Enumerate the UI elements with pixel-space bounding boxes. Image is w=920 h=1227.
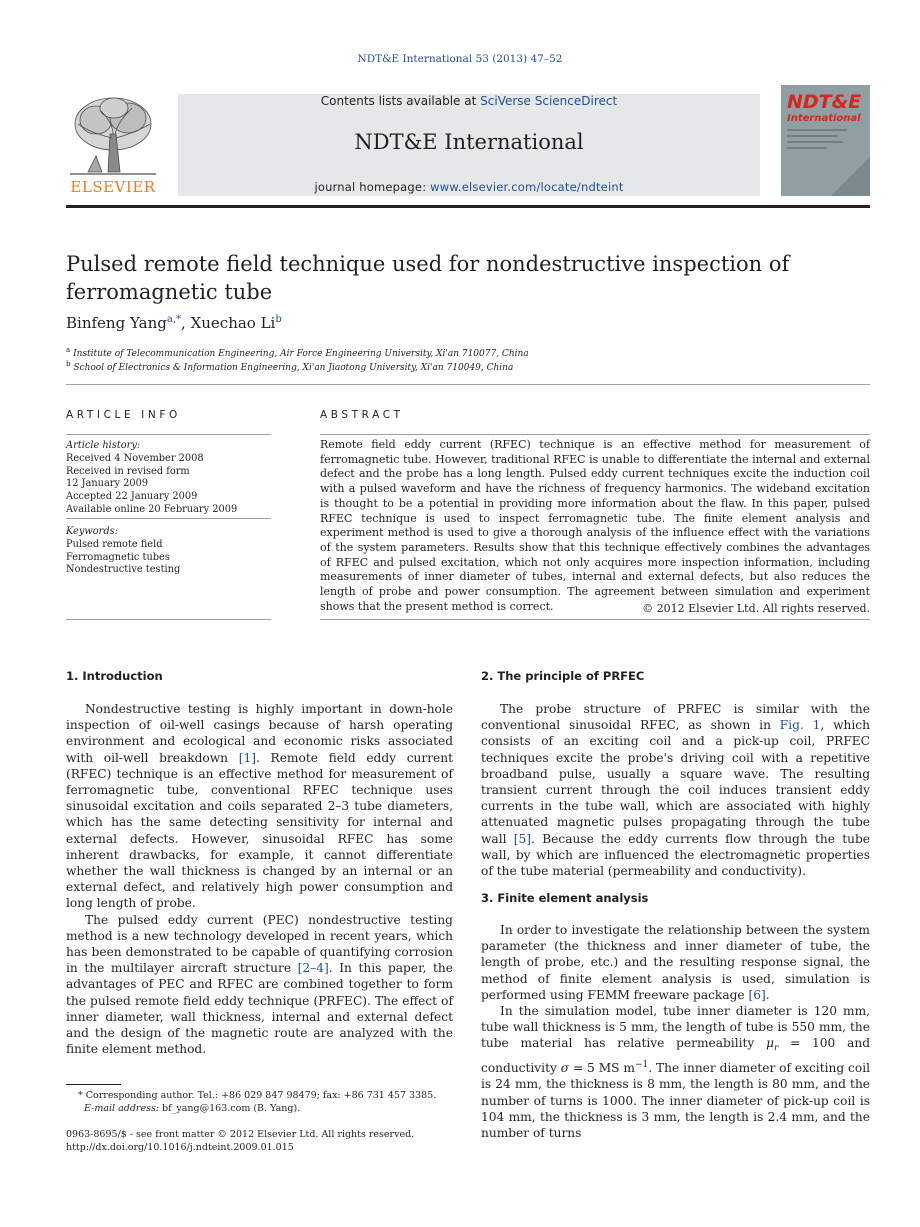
section-body [66, 701, 453, 1057]
history-item: Received in revised form [66, 465, 190, 477]
abstract-heading: ABSTRACT [320, 409, 404, 421]
footnote-rule [66, 1084, 121, 1085]
article-info-heading: ARTICLE INFO [66, 409, 181, 421]
affiliation [66, 360, 513, 373]
homepage-prefix: journal homepage: [314, 180, 431, 194]
sciencedirect-link[interactable]: SciVerse ScienceDirect [480, 94, 618, 108]
author-name[interactable]: Xuechao Li [190, 314, 276, 332]
footnote-marker: * [78, 1090, 83, 1101]
history-label: Article history: [66, 440, 141, 451]
footnote-text: Corresponding author. Tel.: +86 029 847 98479; fax: +86 731 457 3385. [82, 1090, 437, 1101]
homepage-link[interactable]: www.elsevier.com/locate/ndteint [430, 180, 624, 194]
abstract-copyright: © 2012 Elsevier Ltd. All rights reserved. [642, 602, 870, 615]
section-heading: 3. Finite element analysis [481, 891, 649, 905]
abstract-text: Remote field eddy current (RFEC) technique is an effective method for measurement of ferromagnetic tube. However, traditional RFEC is unable to differentiate the internal and external defect and the probe has a long length. Pulsed eddy current techniques excite the induction coil with a pulsed waveform and have the richness of frequency harmonics. The wideband excitation is thought to be a potential in providing more information about the flaw. In this paper, pulsed RFEC technique is used to inspect ferromagnetic tube. The finite element analysis and experiment method is used to give a thorough analysis of the influence effect with the variations of the system parameters. Results show that this technique effectively combines the advantages of RFEC and pulsed excitation, which not only acquires more inspection information, including measurements of inner diameter of tubes, internal and external defects, but also reduces the length of probe and power consumption. The agreement between simulation and experiment shows that the present method is correct. [320, 438, 870, 613]
history-item: 12 January 2009 [66, 478, 149, 490]
article-footer [66, 1128, 466, 1154]
affiliation [66, 346, 529, 359]
paragraph: Nondestructive testing is highly important in down-hole inspection of oil-well casings because of harsh operating environment and ecological and economic risks associated with oil-well breakdown [1]. Remote field eddy current (RFEC) technique is an effective method for measurement of ferromagnetic tube, conventional RFEC technique uses sinusoidal excitation and coils separated 2–3 tube diameters, which has the same detecting sensitivity for internal and external defects. However, sinusoidal RFEC has some inherent drawbacks, for example, it cannot differentiate whether the wall thickness is changed by an internal or an external defect, and relatively high power consumption and long length of probe. [66, 702, 453, 911]
reference-link[interactable]: [5] [513, 831, 532, 846]
article-info-panel [66, 440, 271, 517]
header-rule [66, 205, 870, 208]
affiliation-marker: a [66, 346, 71, 354]
contents-prefix: Contents lists available at [320, 94, 481, 108]
journal-name: NDT&E International [354, 130, 584, 154]
email-label: E-mail address: [84, 1103, 160, 1114]
contents-line [178, 94, 760, 108]
section-divider [66, 434, 271, 435]
issn-line: 0963-8695/$ - see front matter © 2012 Elsevier Ltd. All rights reserved. [66, 1129, 415, 1140]
author-list [66, 314, 282, 332]
article-title: Pulsed remote field technique used for nondestructive inspection of ferromagnetic tube [66, 252, 790, 304]
doi-link[interactable]: http://dx.doi.org/10.1016/j.ndteint.2009.01.015 [66, 1142, 294, 1153]
email-value[interactable]: bf_yang@163.com (B. Yang). [159, 1103, 301, 1114]
history-item: Available online 20 February 2009 [66, 503, 238, 515]
cover-artwork-icon [781, 85, 870, 196]
keywords-panel [66, 526, 271, 577]
affiliation-marker: b [66, 360, 71, 368]
section-heading: 1. Introduction [66, 669, 163, 683]
paragraph: In order to investigate the relationship between the system parameter (the thickness and inner diameter of tube, the length of probe, etc.) and the resulting response signal, the method of finite element analysis is used, simulation is performed using FEMM freeware package [6]. [481, 923, 870, 1002]
keyword-item: Ferromagnetic tubes [66, 551, 170, 563]
reference-link[interactable]: [6] [748, 987, 766, 1002]
author-separator: , [181, 314, 191, 332]
author-affiliation-marker[interactable]: b [275, 314, 282, 325]
math-subscript: r [773, 1043, 779, 1054]
elsevier-logo[interactable] [66, 94, 160, 196]
cover-title: NDT&E [787, 91, 862, 113]
journal-cover-thumbnail[interactable] [781, 85, 870, 196]
reference-link[interactable]: [1] [238, 750, 256, 765]
elsevier-tree-icon [66, 94, 160, 178]
math-symbol: μ [766, 1036, 774, 1051]
author-name[interactable]: Binfeng Yang [66, 314, 167, 332]
section-divider [66, 619, 271, 620]
journal-banner [178, 94, 760, 196]
paragraph: The pulsed eddy current (PEC) nondestructive testing method is a new technology developed in recent years, which has been demonstrated to be capable of quantifying corrosion in the multilayer aircraft structure [2–4]. In this paper, the advantages of PEC and RFEC are combined together to form the pulsed remote field eddy technique (PRFEC). The effect of inner diameter, wall thickness, internal and external defect and the design of the magnetic route are analyzed with the finite element method. [66, 912, 453, 1057]
section-divider [320, 434, 870, 435]
paragraph: In the simulation model, tube inner diameter is 120 mm, tube wall thickness is 5 mm, the length of tube is 550 mm, the tube material has relative permeability $\mu_r = 100$ and conductivity σ = 5 MS $m^{-1}$. The inner diameter of exciting coil is 24 mm, the thickness is 8 mm, the length is 80 mm, and the number of turns is 1000. The inner diameter of pick-up coil is 104 mm, the thickness is 3 mm, the length is 2.4 mm, and the number of turns [481, 1004, 870, 1140]
paragraph: The probe structure of PRFEC is similar with the conventional sinusoidal RFEC, as shown in Fig. 1, which consists of an exciting coil and a pick-up coil, PRFEC techniques excite the probe's driving coil with a repetitive broadband pulse, usually a square wave. The resulting transient current through the coil induces transient eddy currents in the tube wall, which are associated with highly attenuated magnetic pulses propagating through the tube wall [5]. Because the eddy currents flow through the tube wall, by which are influenced the electromagnetic properties of the tube material (permeability and conductivity). [481, 702, 870, 879]
section-divider [66, 384, 870, 385]
math-superscript: −1 [634, 1060, 649, 1071]
history-item: Accepted 22 January 2009 [66, 491, 198, 503]
history-item: Received 4 November 2008 [66, 452, 204, 464]
journal-homepage-line [178, 180, 760, 194]
section-divider [320, 619, 870, 620]
footnote [66, 1089, 466, 1115]
affiliation-text: Institute of Telecommunication Engineering, Air Force Engineering University, Xi'an 710077, China [73, 349, 529, 359]
affiliation-text: School of Electronics & Information Engineering, Xi'an Jiaotong University, Xi'an 710049, China [73, 363, 514, 373]
keyword-item: Nondestructive testing [66, 564, 181, 576]
journal-citation[interactable]: NDT&E International 53 (2013) 47–52 [357, 53, 563, 65]
section-body [481, 922, 870, 1141]
cover-subtitle: International [787, 113, 861, 124]
section-divider [66, 518, 271, 519]
section-heading: 2. The principle of PRFEC [481, 669, 645, 683]
keywords-label: Keywords: [66, 526, 118, 537]
author-affiliation-marker[interactable]: a,* [166, 314, 182, 325]
math-symbol: σ [560, 1061, 570, 1076]
elsevier-wordmark: ELSEVIER [70, 178, 156, 196]
reference-link[interactable]: [2–4] [297, 961, 329, 976]
keyword-item: Pulsed remote field [66, 538, 163, 550]
figure-link[interactable]: Fig. 1 [779, 718, 821, 733]
section-body [481, 701, 870, 879]
